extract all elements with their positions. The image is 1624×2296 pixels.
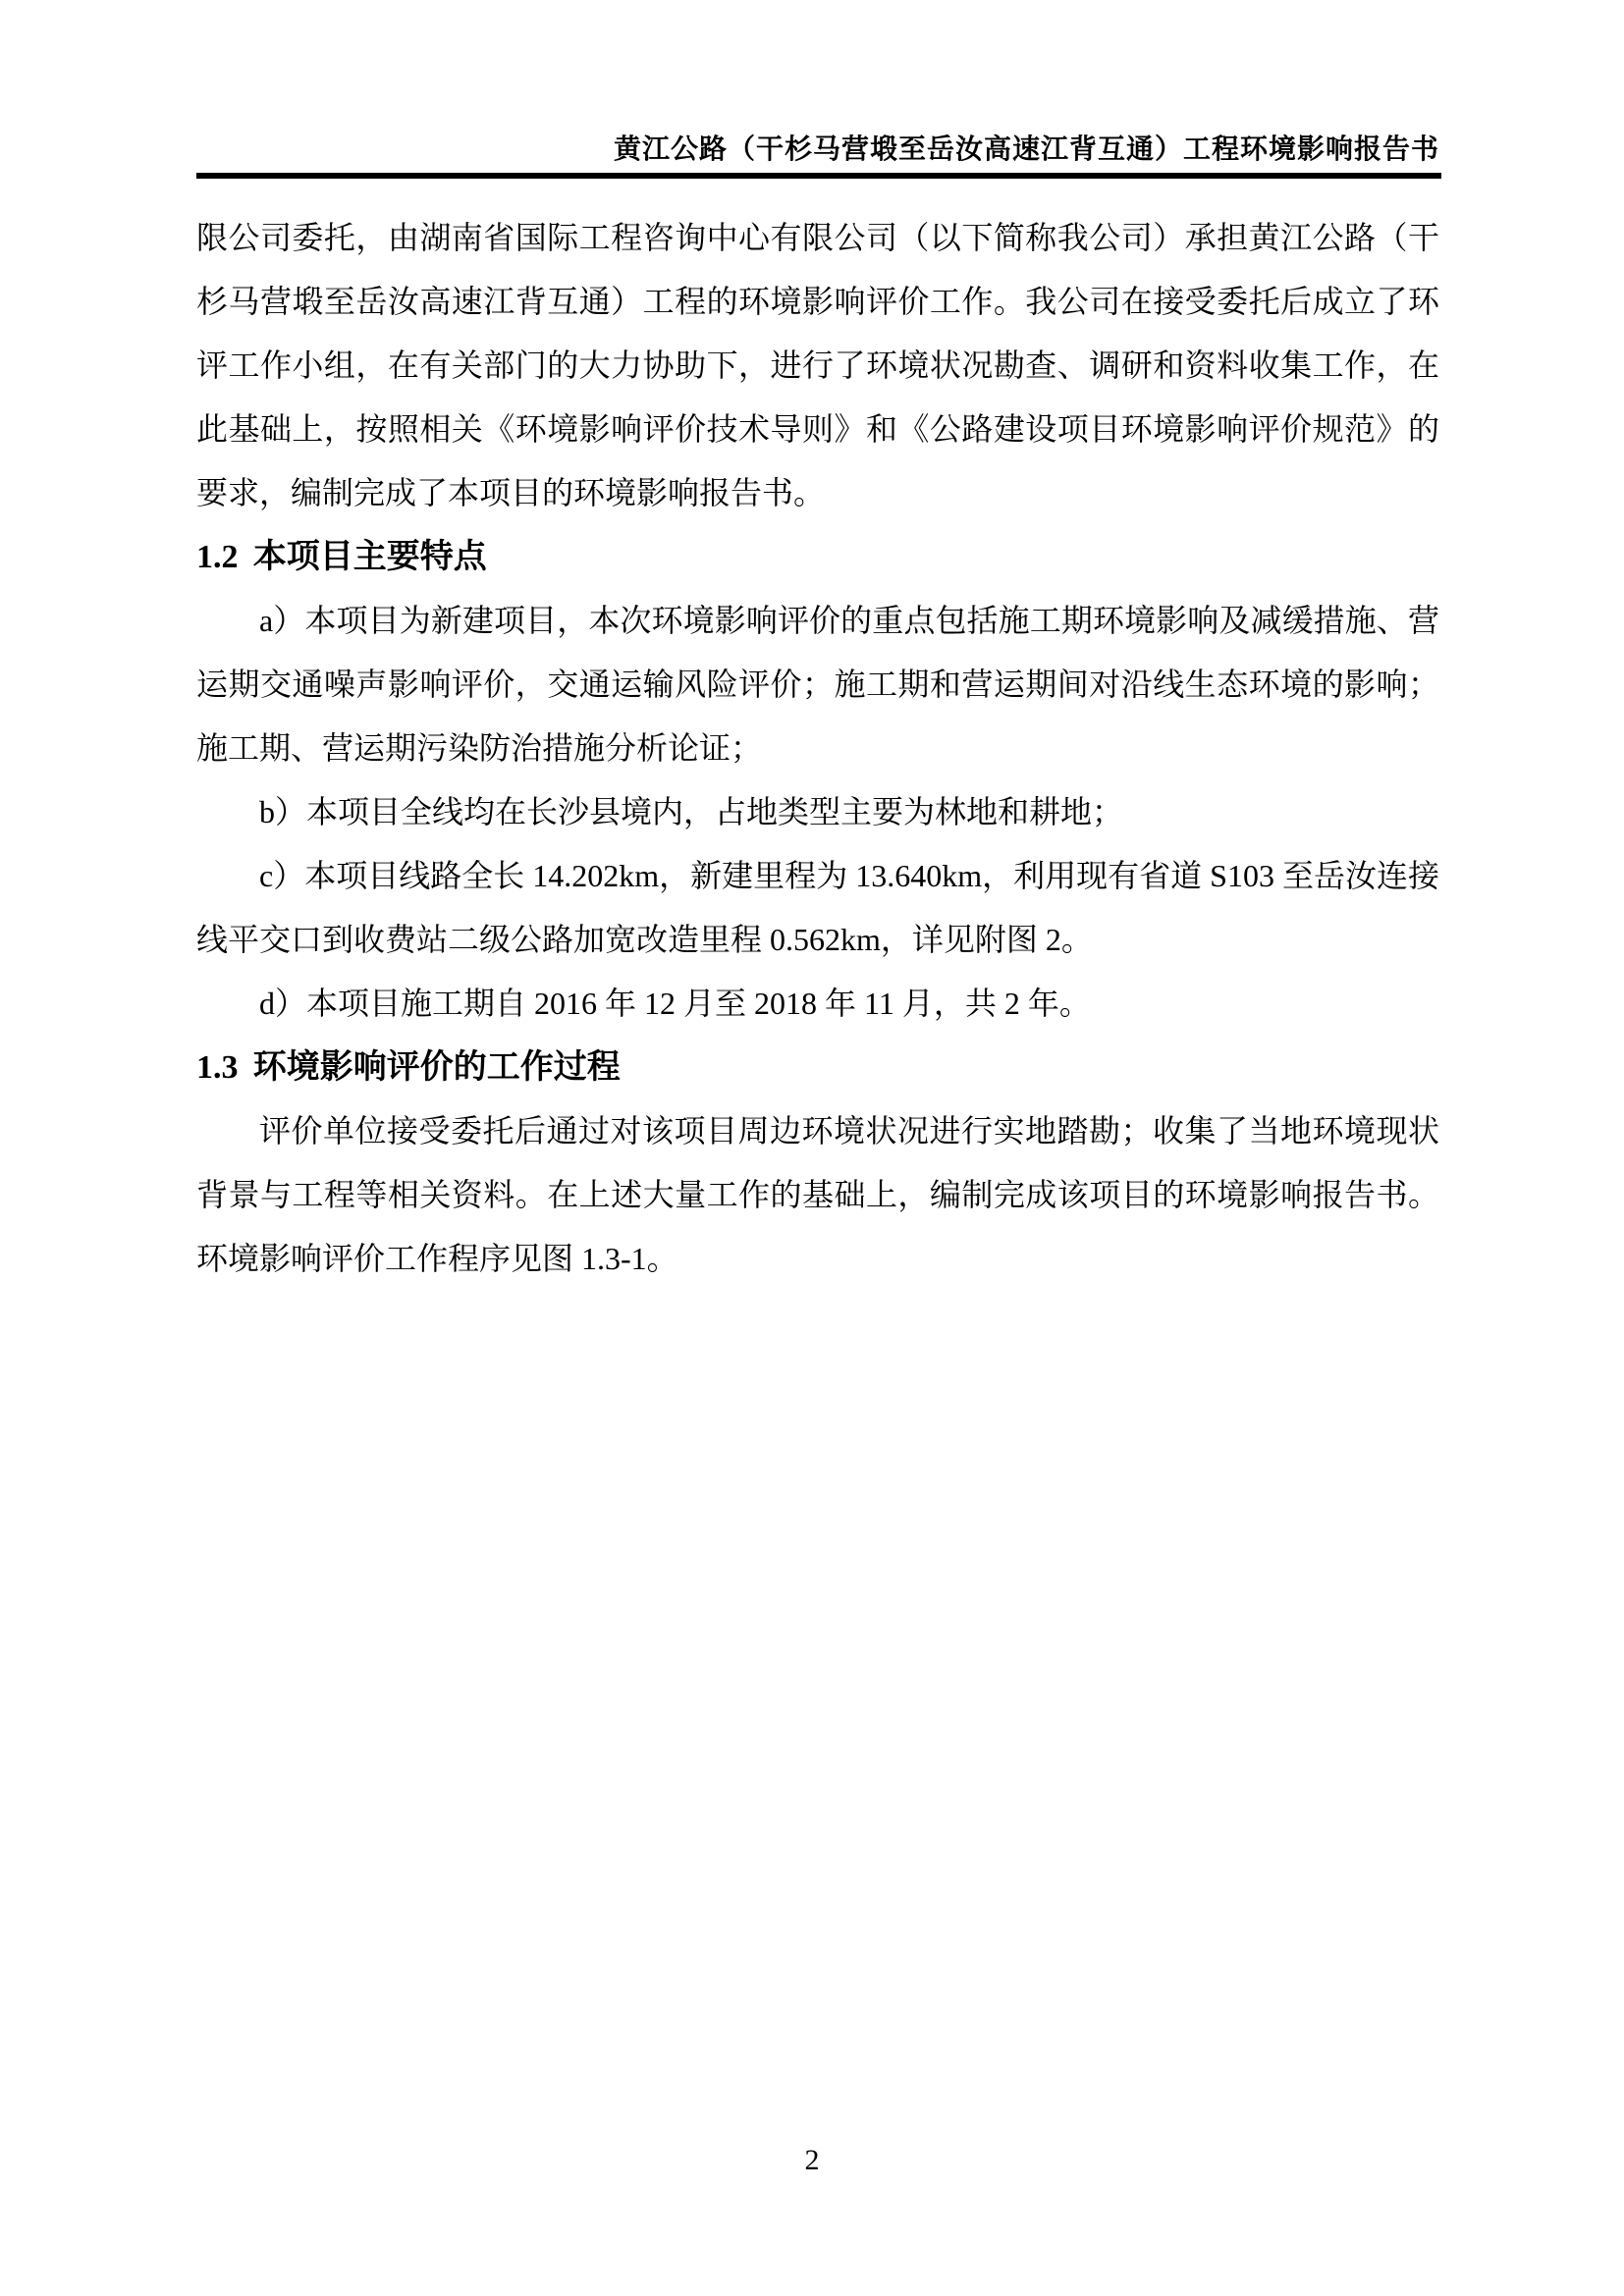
page-footer (0, 2144, 1624, 2177)
section-title: 环境影响评价的工作过程 (252, 1048, 621, 1086)
section-heading-1-2 (196, 525, 1439, 589)
paragraph-item-a: a）本项目为新建项目，本次环境影响评价的重点包括施工期环境影响及减缓措施、营运期交通噪声影响评价，交通运输风险评价；施工期和营运期间对沿线生态环境的影响；施工期、营运期污染防治措施分析论证； (196, 603, 1439, 766)
paragraph-item-c: c）本项目线路全长 14.202km，新建里程为 13.640km，利用现有省道 S103 至岳汝连接线平交口到收费站二级公路加宽改造里程 0.562km，详见附图 2。 (196, 858, 1439, 957)
paragraph-work-process: 评价单位接受委托后通过对该项目周边环境状况进行实地踏勘；收集了当地环境现状背景与工程等相关资料。在上述大量工作的基础上，编制完成该项目的环境影响报告书。环境影响评价工作程序见图 1.3-1。 (196, 1113, 1439, 1276)
section-number: 1.2 (196, 539, 239, 575)
section-title: 本项目主要特点 (252, 538, 487, 575)
paragraph-item-b: b）本项目全线均在长沙县境内，占地类型主要为林地和耕地； (259, 794, 1124, 829)
header-running-title: 黄江公路（干杉马营塅至岳汝高速江背互通）工程环境影响报告书 (613, 134, 1439, 165)
header-rule (196, 173, 1441, 179)
section-heading-1-3 (196, 1036, 1439, 1099)
page-number: 2 (804, 2144, 820, 2176)
section-number: 1.3 (196, 1049, 239, 1086)
paragraph-item-d: d）本项目施工期自 2016 年 12 月至 2018 年 11 月，共 2 年。 (259, 986, 1091, 1021)
document-body (196, 206, 1439, 1291)
paragraph-intro-continuation: 限公司委托，由湖南省国际工程咨询中心有限公司（以下简称我公司）承担黄江公路（干杉马营塅至岳汝高速江背互通）工程的环境影响评价工作。我公司在接受委托后成立了环评工作小组，在有关部门的大力协助下，进行了环境状况勘查、调研和资料收集工作，在此基础上，按照相关《环境影响评价技术导则》和《公路建设项目环境影响评价规范》的要求，编制完成了本项目的环境影响报告书。 (196, 220, 1439, 510)
